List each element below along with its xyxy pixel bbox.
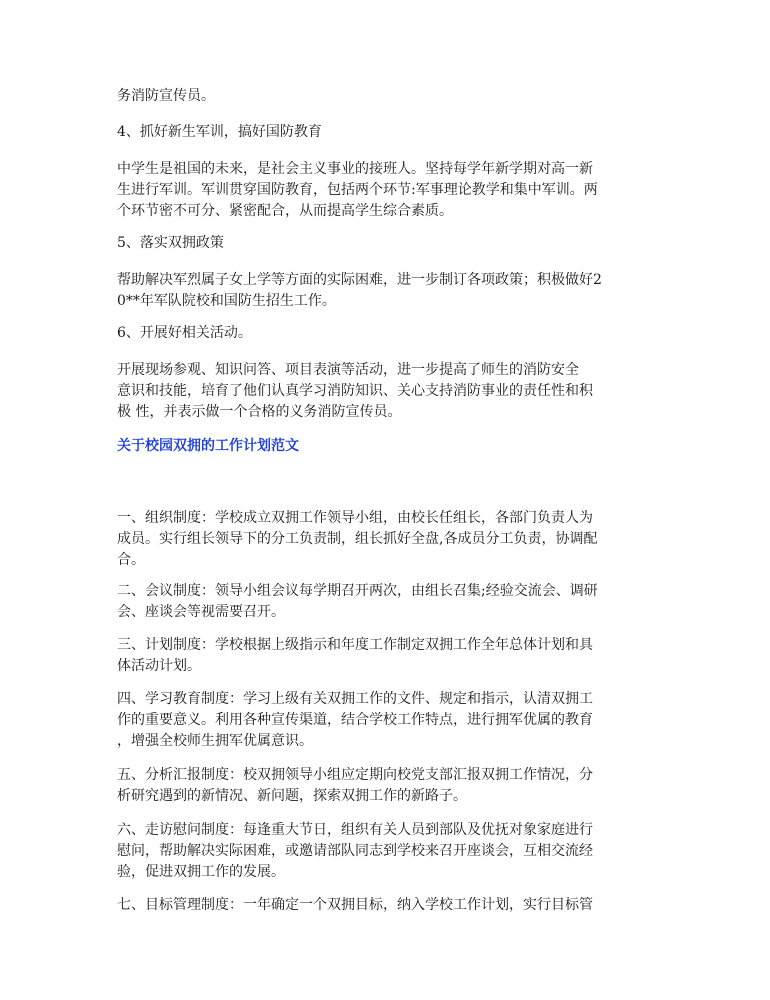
text-line: 析研究遇到的新情况、新问题，探索双拥工作的新路子。 <box>117 788 467 804</box>
text-line: 六、走访慰问制度：每逢重大节日，组织有关人员到部队及优抚对象家庭进行 <box>117 822 593 838</box>
subheading-policy <box>117 233 657 254</box>
text-line: 个环节密不可分、紧密配合，从而提高学生综合素质。 <box>117 203 453 219</box>
text-line: 一、组织制度：学校成立双拥工作领导小组，由校长任组长，各部门负责人为 <box>117 510 593 526</box>
text-line: 会、座谈会等视需要召开。 <box>117 604 285 620</box>
text-line: 成员。实行组长领导下的分工负责制，组长抓好全盘,各成员分工负责，协调配 <box>117 531 598 547</box>
paragraph-military-training <box>117 159 657 222</box>
text-line: 5、落实双拥政策 <box>117 235 224 251</box>
text-line: 三、计划制度：学校根据上级指示和年度工作制定双拥工作全年总体计划和具 <box>117 637 593 653</box>
rule-visits <box>117 820 657 883</box>
rule-education <box>117 689 657 752</box>
text-line: 4、抓好新生军训，搞好国防教育 <box>117 124 322 140</box>
rule-target-management <box>117 895 657 916</box>
text-line: ，增强全校师生拥军优属意识。 <box>117 733 313 749</box>
text-line: 七、目标管理制度：一年确定一个双拥目标，纳入学校工作计划，实行目标管 <box>117 897 593 913</box>
rule-planning <box>117 635 657 677</box>
text-line: 6、开展好相关活动。 <box>117 325 252 341</box>
text-line: 帮助解决军烈属子女上学等方面的实际困难，进一步制订各项政策；积极做好2 <box>117 272 602 288</box>
text-line: 二、会议制度：领导小组会议每学期召开两次，由组长召集;经验交流会、调研 <box>117 583 598 599</box>
text-line: 合。 <box>117 552 145 568</box>
text-line: 0**年军队院校和国防生招生工作。 <box>117 293 336 309</box>
subheading-activities <box>117 323 657 344</box>
text-line: 慰问，帮助解决实际困难，或邀请部队同志到学校来召开座谈会，互相交流经 <box>117 843 593 859</box>
text-line: 体活动计划。 <box>117 658 201 674</box>
text-line: 作的重要意义。利用各种宣传渠道，结合学校工作特点，进行拥军优属的教育 <box>117 712 593 728</box>
section-title-link[interactable]: 关于校园双拥的工作计划范文 <box>117 438 299 454</box>
text-line: 务消防宣传员。 <box>117 88 215 104</box>
subheading-military-training <box>117 122 657 143</box>
text-line: 中学生是祖国的未来，是社会主义事业的接班人。坚持每学年新学期对高一新 <box>117 161 593 177</box>
rule-meetings <box>117 581 657 623</box>
paragraph-activities <box>117 360 657 423</box>
rule-reporting <box>117 765 657 807</box>
text-line: 验，促进双拥工作的发展。 <box>117 864 285 880</box>
paragraph-continuation <box>117 86 657 107</box>
text-line: 极 性，并表示做一个合格的义务消防宣传员。 <box>117 404 402 420</box>
rule-organization <box>117 508 657 571</box>
text-line: 生进行军训。军训贯穿国防教育，包括两个环节:军事理论教学和集中军训。两 <box>117 182 598 198</box>
text-line: 意识和技能，培育了他们认真学习消防知识、关心支持消防事业的责任性和积 <box>117 383 593 399</box>
text-line: 四、学习教育制度：学习上级有关双拥工作的文件、规定和指示，认清双拥工 <box>117 691 593 707</box>
text-line: 开展现场参观、知识问答、项目表演等活动，进一步提高了师生的消防安全 <box>117 362 579 378</box>
text-line: 五、分析汇报制度：校双拥领导小组应定期向校党支部汇报双拥工作情况，分 <box>117 767 593 783</box>
paragraph-policy <box>117 270 657 312</box>
